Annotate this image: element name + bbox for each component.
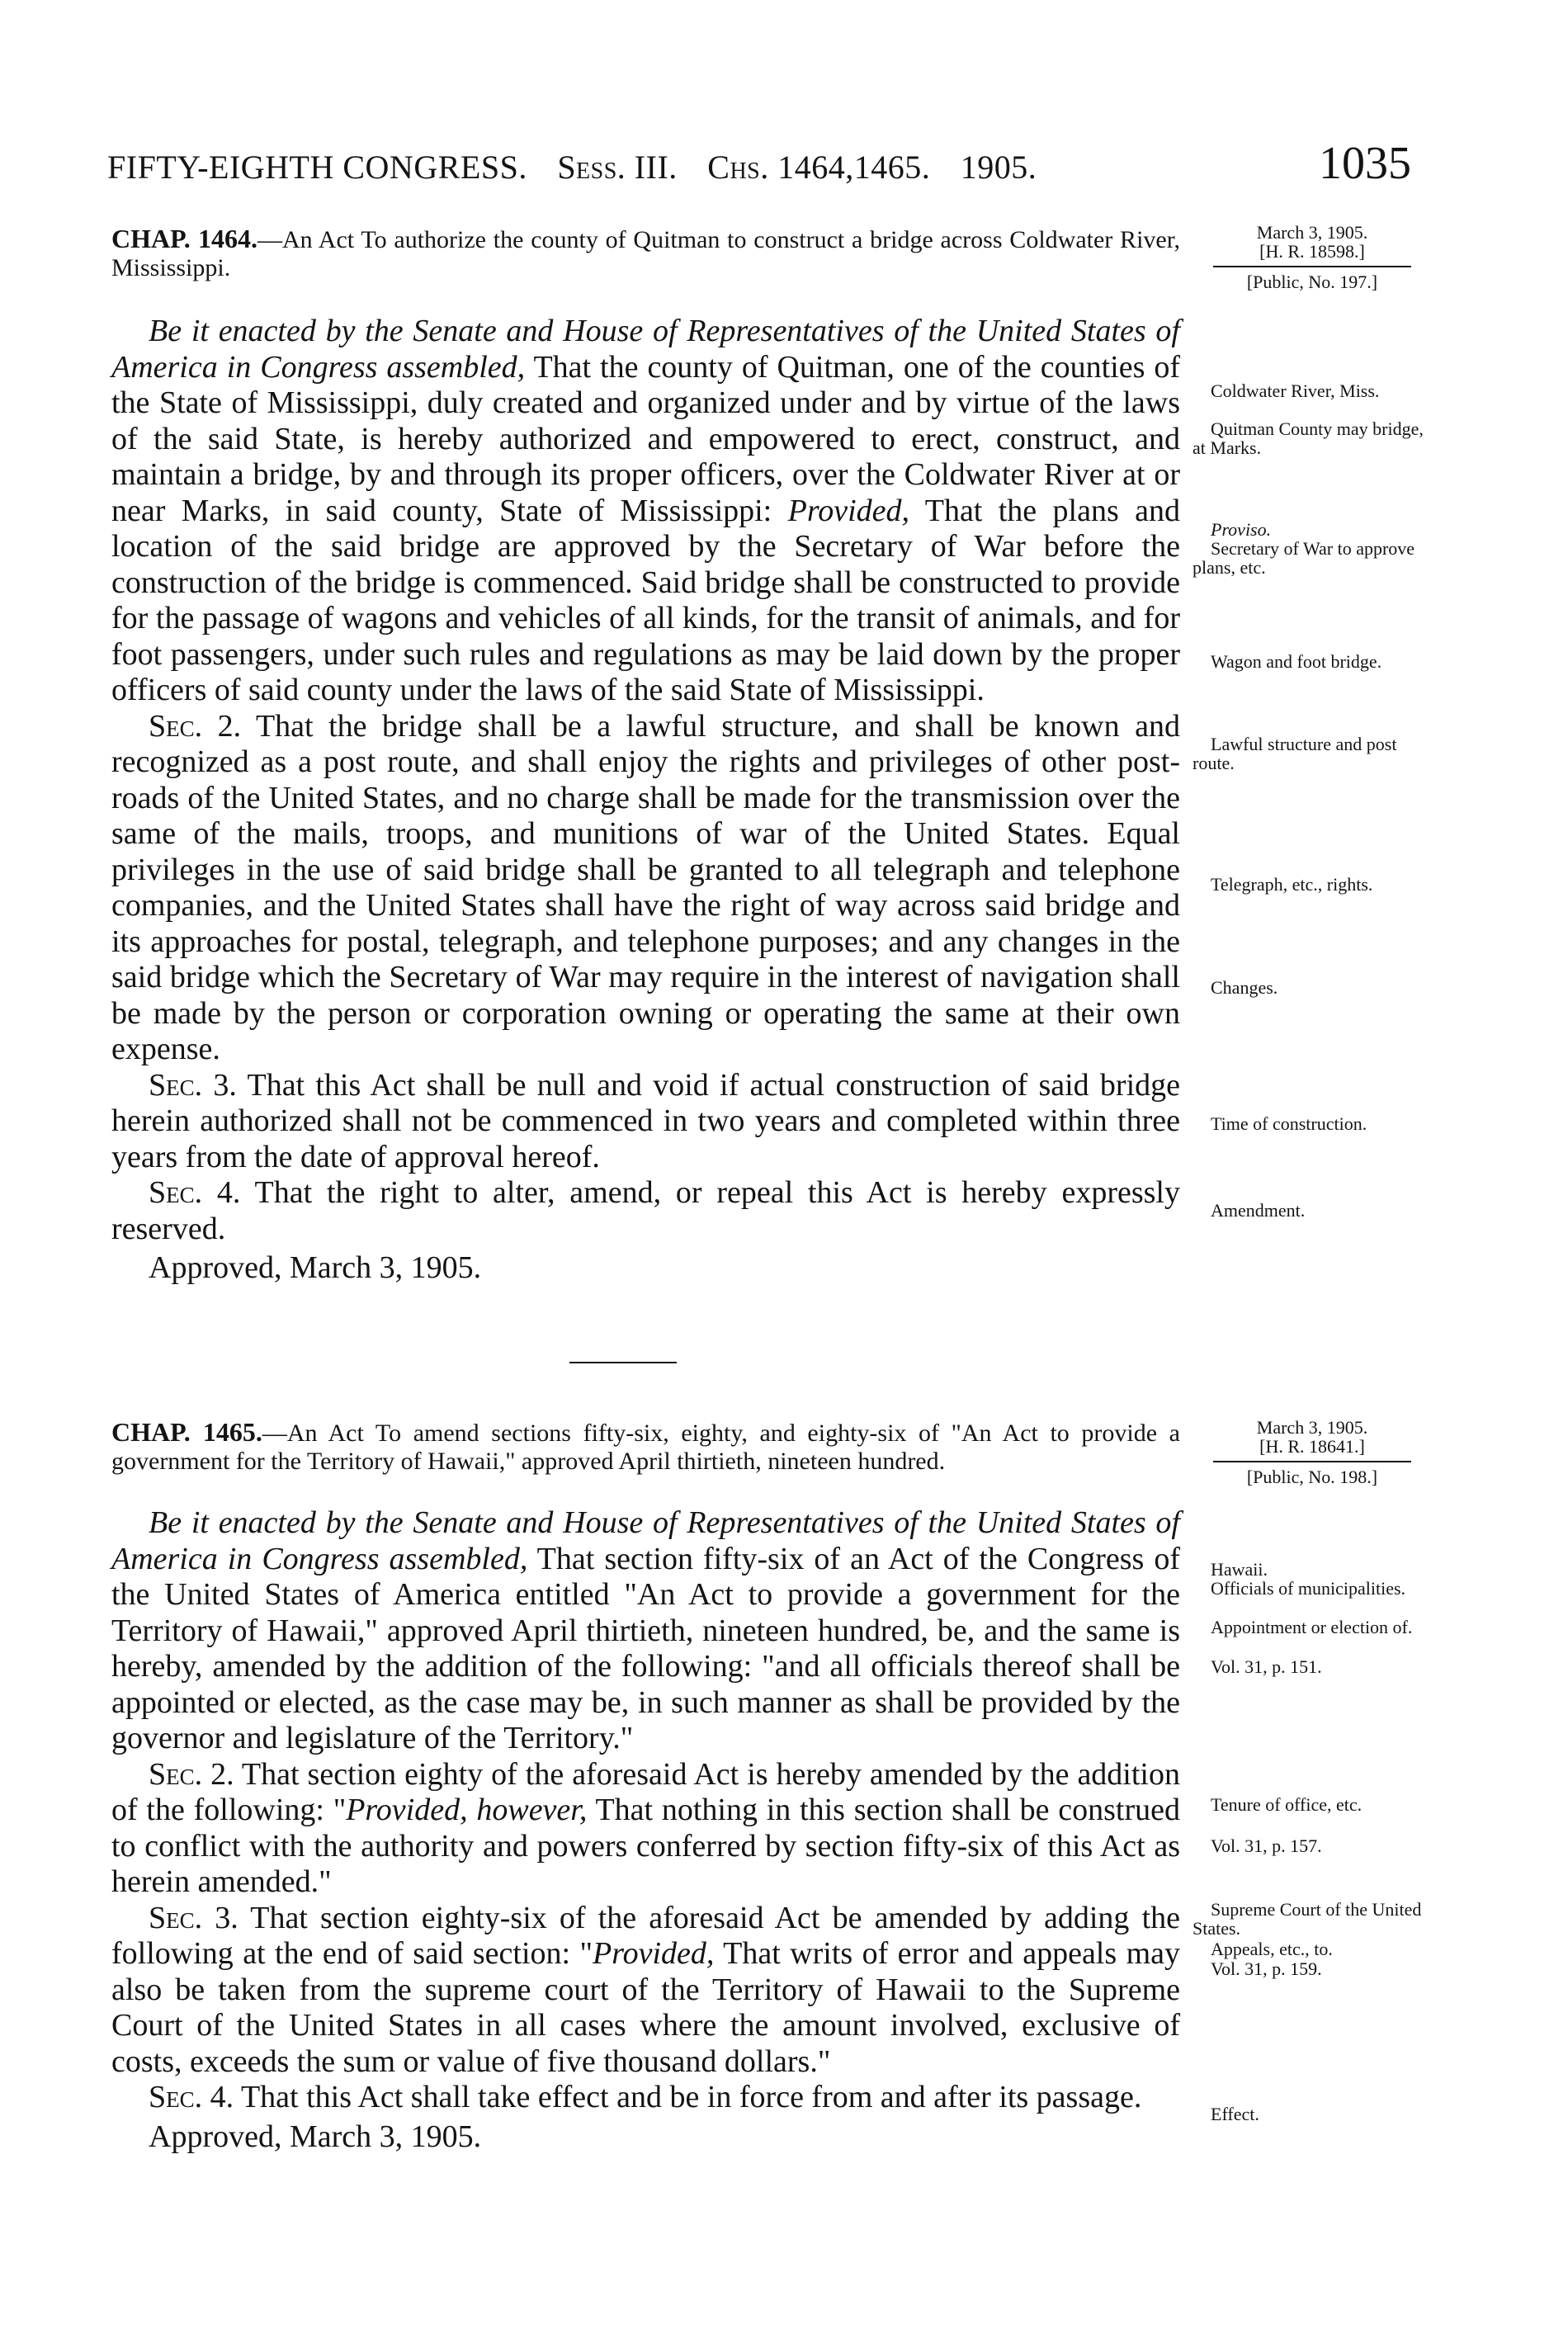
note-lawful: Lawful structure and post route. bbox=[1193, 734, 1397, 773]
section-3-text-b: That writs of error and appeals may also be taken from the supreme court of the Territory of Hawaii to the Supreme Court of the United States in all cases where the amount involved, exclusive of costs, exceeds the sum or value of five thousand dollars." bbox=[111, 1936, 1180, 2079]
section-1-text-a: That the county of Quitman, one of the counties of the State of Mississippi, duly created and organized under and by virtue of the laws of the said State, is hereby authorized and empowered to erect, construct, and maintain a bridge, by and through its proper officers, over the Coldwater River at or near Marks, in said county, State of Mississippi: bbox=[111, 349, 1181, 528]
section-3-paragraph bbox=[111, 1068, 1180, 1176]
chapters-label: Chs. 1464,1465. bbox=[707, 149, 931, 186]
section-4-text: That this Act shall take effect and be in force from and after its passage. bbox=[234, 2080, 1142, 2114]
margin-bill-number: [H. R. 18598.] bbox=[1259, 241, 1365, 262]
note-changes: Changes. bbox=[1211, 977, 1278, 998]
section-1-paragraph bbox=[111, 1505, 1180, 1757]
chapter-1465-date-block bbox=[1193, 1418, 1432, 1486]
enacting-clause: Be it enacted by the Senate and House of Representatives of the United States of America in Congress assembled, bbox=[111, 1505, 1180, 1576]
section-4-label: Sec. 4. bbox=[149, 2080, 234, 2114]
note-quitman: Quitman County may bridge, at Marks. bbox=[1193, 418, 1424, 458]
section-1-text-b: That the plans and location of the said bridge are approved by the Secretary of War before the construction of the bridge is commenced. Said bridge shall be constructed to provide for the passage of wagons and vehicles of all kinds, for the transit of animals, and for foot passengers, under such rules and regulations as may be laid down by the proper officers of said county under the laws of the said State of Mississippi. bbox=[111, 493, 1181, 707]
section-1-paragraph bbox=[111, 314, 1180, 709]
note-effect: Effect. bbox=[1211, 2104, 1259, 2124]
session-label: Sess. III. bbox=[557, 149, 678, 186]
section-3-label: Sec. 3. bbox=[149, 1067, 237, 1103]
note-officials: Officials of municipalities. bbox=[1211, 1578, 1406, 1599]
note-vol-157: Vol. 31, p. 157. bbox=[1211, 1835, 1322, 1856]
note-vol-151: Vol. 31, p. 151. bbox=[1211, 1656, 1322, 1677]
year-label: 1905. bbox=[960, 149, 1037, 186]
chapter-title: —An Act To amend sections fifty-six, eighty, and eighty-six of "An Act to provide a government for the Territory of Hawaii," approved April thirtieth, nineteen hundred. bbox=[111, 1420, 1180, 1475]
section-2-label: Sec. 2. bbox=[149, 1756, 234, 1792]
section-2-text-a: That section eighty of the aforesaid Act is hereby amended by the addition of the following: " bbox=[111, 1756, 1180, 1827]
chapter-number: CHAP. 1465. bbox=[111, 1417, 262, 1447]
section-4-text: That the right to alter, amend, or repeal this Act is hereby expressly reserved. bbox=[111, 1175, 1180, 1246]
proviso-word: Provided, bbox=[593, 1936, 715, 1971]
margin-date: March 3, 1905. bbox=[1256, 1417, 1368, 1438]
margin-date: March 3, 1905. bbox=[1256, 222, 1368, 243]
chapter-1464-heading bbox=[111, 224, 1180, 282]
section-1-text: That section fifty-six of an Act of the Congress of the United States of America entitled "An Act to provide a government for the Territory of Hawaii," approved April thirtieth, nineteen hundred, be, and the same is hereby, amended by the addition of the following: "and all officials thereof shall be appointed or elected, as the case may be, in such manner as shall be provided by the governor and legislature of the Territory." bbox=[111, 1541, 1180, 1755]
proviso-word: Provided, bbox=[787, 493, 910, 528]
margin-public-number: [Public, No. 198.] bbox=[1246, 1467, 1378, 1487]
chapter-divider bbox=[569, 1362, 677, 1363]
chapter-1465-heading bbox=[111, 1418, 1180, 1476]
section-2-label: Sec. 2. bbox=[149, 708, 242, 744]
chapter-1464-date-block bbox=[1193, 223, 1432, 291]
section-2-text: That the bridge shall be a lawful structure, and shall be known and recognized as a post route, and shall enjoy the rights and privileges of other post-roads of the United States, and no charge shall be made for the transmission over the same of the mails, troops, and munitions of war of the United States. Equal privileges in the use of said bridge shall be granted to all telegraph and telephone companies, and the United States shall have the right of way across said bridge and its approaches for postal, telegraph, and telephone purposes; and any changes in the said bridge which the Secretary of War may require in the interest of navigation shall be made by the person or corporation owning or operating the same at their own expense. bbox=[111, 708, 1180, 1066]
section-4-paragraph bbox=[111, 1175, 1180, 1247]
note-time: Time of construction. bbox=[1211, 1113, 1367, 1134]
running-header bbox=[107, 140, 1411, 187]
chapter-1465-body bbox=[111, 1505, 1180, 2155]
running-title-line bbox=[107, 148, 1058, 187]
note-telegraph: Telegraph, etc., rights. bbox=[1211, 874, 1373, 895]
chapter-number: CHAP. 1464. bbox=[111, 224, 258, 253]
note-coldwater: Coldwater River, Miss. bbox=[1211, 380, 1380, 401]
margin-rule bbox=[1213, 1461, 1411, 1462]
note-proviso: Proviso. bbox=[1211, 519, 1272, 540]
page-number: 1035 bbox=[1319, 138, 1411, 189]
margin-bill-number: [H. R. 18641.] bbox=[1259, 1436, 1365, 1457]
enacting-clause: Be it enacted by the Senate and House of Representatives of the United States of America in Congress assembled, bbox=[111, 314, 1180, 385]
note-appeals: Appeals, etc., to. bbox=[1211, 1939, 1333, 1959]
section-3-label: Sec. 3. bbox=[149, 1900, 239, 1935]
note-amendment: Amendment. bbox=[1211, 1200, 1306, 1221]
note-secretary: Secretary of War to approve plans, etc. bbox=[1193, 538, 1415, 578]
chapter-1464-body bbox=[111, 314, 1180, 1287]
section-2-paragraph bbox=[111, 709, 1180, 1068]
section-3-paragraph bbox=[111, 1901, 1180, 2081]
chapter-1464 bbox=[111, 224, 1180, 1287]
note-supreme-court: Supreme Court of the United States. bbox=[1193, 1899, 1422, 1939]
note-wagon: Wagon and foot bridge. bbox=[1211, 651, 1382, 672]
section-4-label: Sec. 4. bbox=[149, 1175, 241, 1210]
section-2-text-b: That nothing in this section shall be construed to conflict with the authority and powers conferred by section fifty-six of this Act as herein amended." bbox=[111, 1793, 1180, 1899]
section-2-paragraph bbox=[111, 1757, 1180, 1901]
approval-line: Approved, March 3, 1905. bbox=[149, 2119, 482, 2154]
chapter-title: —An Act To authorize the county of Quitman to construct a bridge across Coldwater River, Mississippi. bbox=[111, 226, 1181, 281]
section-3-text-a: That section eighty-six of the aforesaid Act be amended by adding the following at the end of said section: " bbox=[111, 1900, 1180, 1971]
note-vol-159: Vol. 31, p. 159. bbox=[1211, 1958, 1322, 1979]
margin-public-number: [Public, No. 197.] bbox=[1246, 272, 1378, 292]
note-appointment: Appointment or election of. bbox=[1211, 1617, 1413, 1637]
margin-rule bbox=[1213, 266, 1411, 267]
note-hawaii: Hawaii. bbox=[1211, 1559, 1268, 1580]
approval-line: Approved, March 3, 1905. bbox=[149, 1250, 482, 1285]
note-tenure: Tenure of office, etc. bbox=[1211, 1794, 1363, 1815]
section-3-text: That this Act shall be null and void if actual construction of said bridge herein authorized shall not be commenced in two years and completed within three years from the date of approval hereof. bbox=[111, 1067, 1181, 1174]
section-4-paragraph bbox=[111, 2080, 1180, 2116]
running-title: FIFTY-EIGHTH CONGRESS. bbox=[107, 149, 527, 186]
chapter-1465 bbox=[111, 1418, 1180, 2155]
proviso-word: Provided, however, bbox=[346, 1793, 588, 1827]
